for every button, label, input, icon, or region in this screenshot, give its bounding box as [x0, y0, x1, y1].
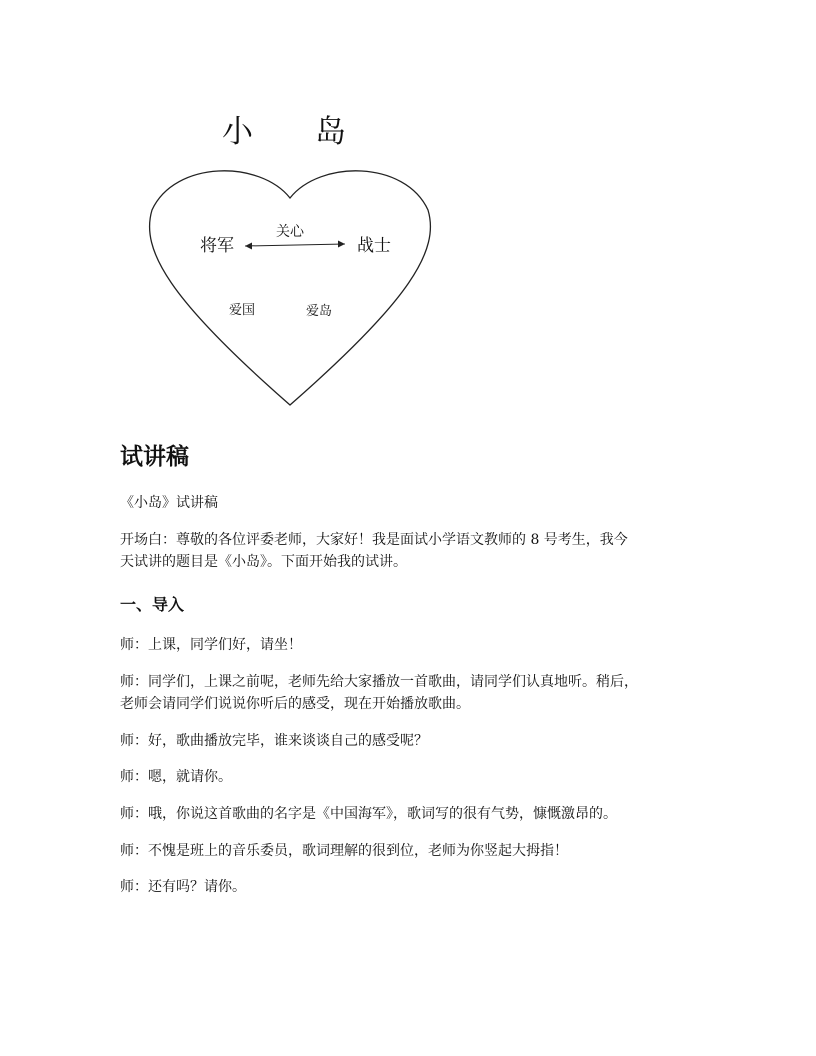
- heart-diagram: [140, 100, 450, 410]
- node-soldier: 战士: [357, 236, 391, 256]
- diagram-title: 小 岛: [222, 114, 346, 150]
- document-heading: 试讲稿: [120, 444, 189, 470]
- paragraph: 师：还有吗？请你。: [120, 879, 246, 895]
- paragraph: 老师会请同学们说说你听后的感受，现在开始播放歌曲。: [120, 696, 470, 712]
- paragraph: 师：嗯，就请你。: [120, 769, 232, 785]
- intro-line-2: 天试讲的题目是《小岛》。下面开始我的试讲。: [120, 554, 407, 570]
- section-heading-intro: 一、导入: [120, 595, 185, 614]
- node-general: 将军: [200, 236, 234, 256]
- paragraph: 师：好，歌曲播放完毕，谁来谈谈自己的感受呢？: [120, 733, 428, 749]
- paragraph: 师：同学们，上课之前呢，老师先给大家播放一首歌曲，请同学们认真地听。稍后，: [120, 674, 638, 690]
- intro-line-1: 开场白：尊敬的各位评委老师，大家好！我是面试小学语文教师的 8 号考生，我今: [120, 532, 628, 548]
- arrowhead-right: [338, 241, 345, 248]
- subtitle: 《小岛》试讲稿: [120, 495, 218, 511]
- edge-label-care: 关心: [276, 224, 304, 240]
- note-love-country: 爱国: [229, 303, 256, 318]
- double-arrow: [245, 244, 345, 246]
- note-love-island: 爱岛: [306, 304, 333, 319]
- paragraph: 师：不愧是班上的音乐委员，歌词理解的很到位，老师为你竖起大拇指！: [120, 843, 568, 859]
- arrowhead-left: [245, 243, 252, 250]
- paragraph: 师：上课，同学们好，请坐！: [120, 637, 302, 653]
- paragraph: 师：哦，你说这首歌曲的名字是《中国海军》，歌词写的很有气势，慷慨激昂的。: [120, 806, 617, 822]
- heart-outline: [150, 171, 431, 405]
